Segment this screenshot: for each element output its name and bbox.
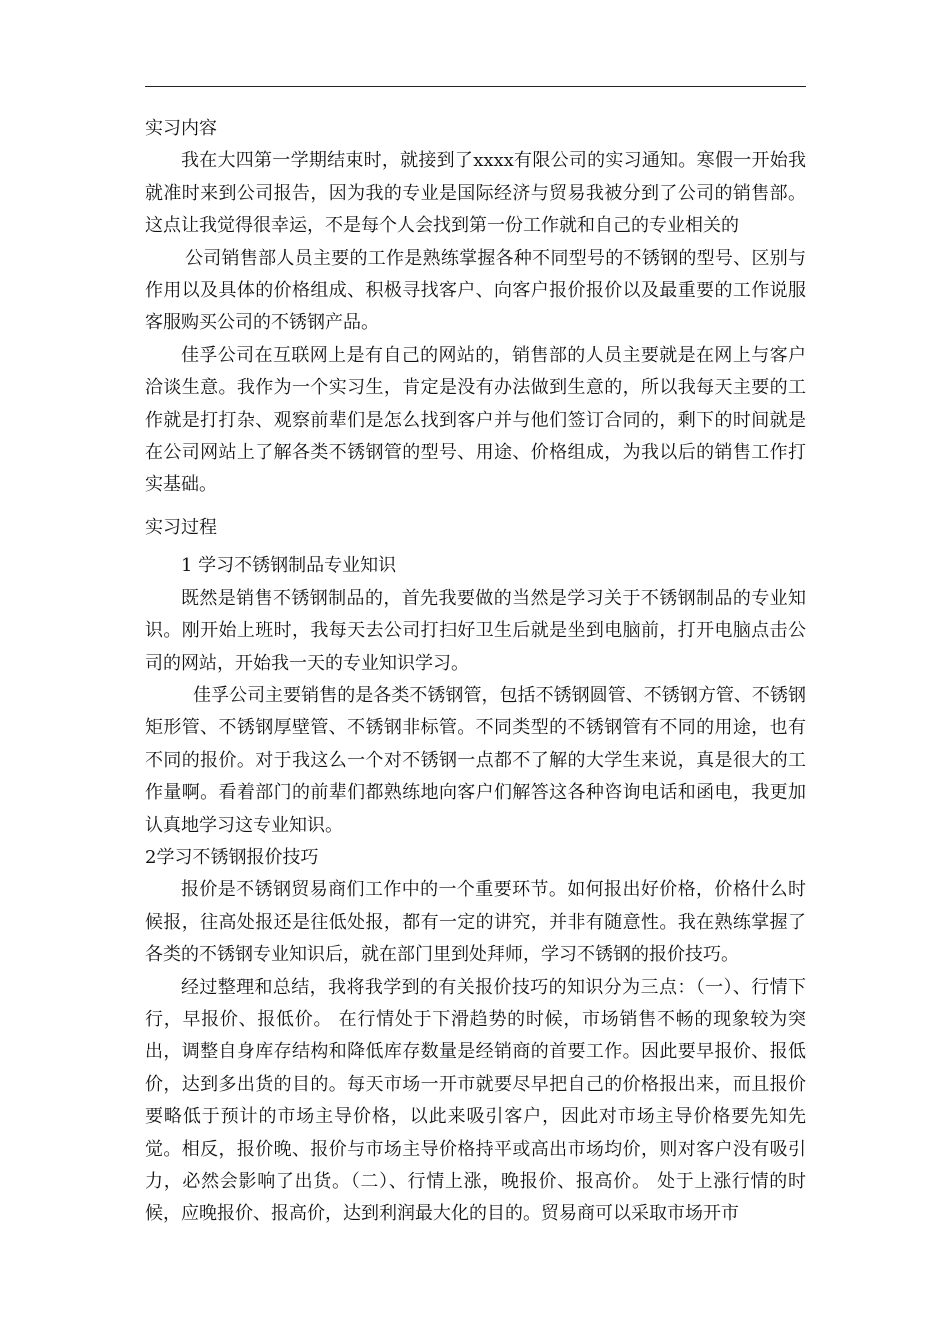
section-heading-internship-process: 实习过程 [145,516,217,538]
paragraph: 经过整理和总结，我将我学到的有关报价技巧的知识分为三点：（一）、行情下行，早报价、报低价。 在行情处于下滑趋势的时候，市场销售不畅的现象较为突出，调整自身库存结构和降低库存数量是经销商的首要工作。因此要早报价、报低价，达到多出货的目的。每天市场一开市就要尽早把自己的价格报出来，而且报价要略低于预计的市场主导价格，以此来吸引客户，因此对市场主导价格要先知先觉。相反，报价晚、报价与市场主导价格持平或高出市场均价，则对客户没有吸引力，必然会影响了出货。（二）、行情上涨，晚报价、报高价。 处于上涨行情的时候，应晚报价、报高价，达到利润最大化的目的。贸易商可以采取市场开市 [145,976,806,1225]
paragraph: 我在大四第一学期结束时，就接到了xxxx有限公司的实习通知。寒假一开始我就准时来到公司报告，因为我的专业是国际经济与贸易我被分到了公司的销售部。这点让我觉得很幸运，不是每个人会找到第一份工作就和自己的专业相关的 [145,150,806,237]
header-rule [145,86,806,87]
paragraph: 报价是不锈钢贸易商们工作中的一个重要环节。如何报出好价格，价格什么时候报，往高处报还是往低处报，都有一定的讲究，并非有随意性。我在熟练掌握了各类的不锈钢专业知识后，就在部门里到处拜师，学习不锈钢的报价技巧。 [145,879,806,966]
paragraph: 公司销售部人员主要的工作是熟练掌握各种不同型号的不锈钢的型号、区别与作用以及具体的价格组成、积极寻找客户、向客户报价报价以及最重要的工作说服客服购买公司的不锈钢产品。 [145,247,806,334]
paragraph: 既然是销售不锈钢制品的，首先我要做的当然是学习关于不锈钢制品的专业知识。刚开始上班时，我每天去公司打扫好卫生后就是坐到电脑前，打开电脑点击公司的网站，开始我一天的专业知识学习。 [145,587,806,674]
subsection-title: 1 学习不锈钢制品专业知识 [181,555,397,577]
subsection-title: 2学习不锈钢报价技巧 [145,846,319,868]
paragraph: 佳孚公司主要销售的是各类不锈钢管，包括不锈钢圆管、不锈钢方管、不锈钢矩形管、不锈钢厚壁管、不锈钢非标管。不同类型的不锈钢管有不同的用途，也有不同的报价。对于我这么一个对不锈钢一点都不了解的大学生来说，真是很大的工作量啊。看着部门的前辈们都熟练地向客户们解答这各种咨询电话和函电，我更加认真地学习这专业知识。 [145,684,806,836]
document-body [145,113,806,1231]
section-heading-internship-content: 实习内容 [145,118,217,139]
paragraph: 佳孚公司在互联网上是有自己的网站的，销售部的人员主要就是在网上与客户洽谈生意。我作为一个实习生，肯定是没有办法做到生意的，所以我每天主要的工作就是打打杂、观察前辈们是怎么找到客户并与他们签订合同的，剩下的时间就是在公司网站上了解各类不锈钢管的型号、用途、价格组成，为我以后的销售工作打实基础。 [145,344,806,496]
